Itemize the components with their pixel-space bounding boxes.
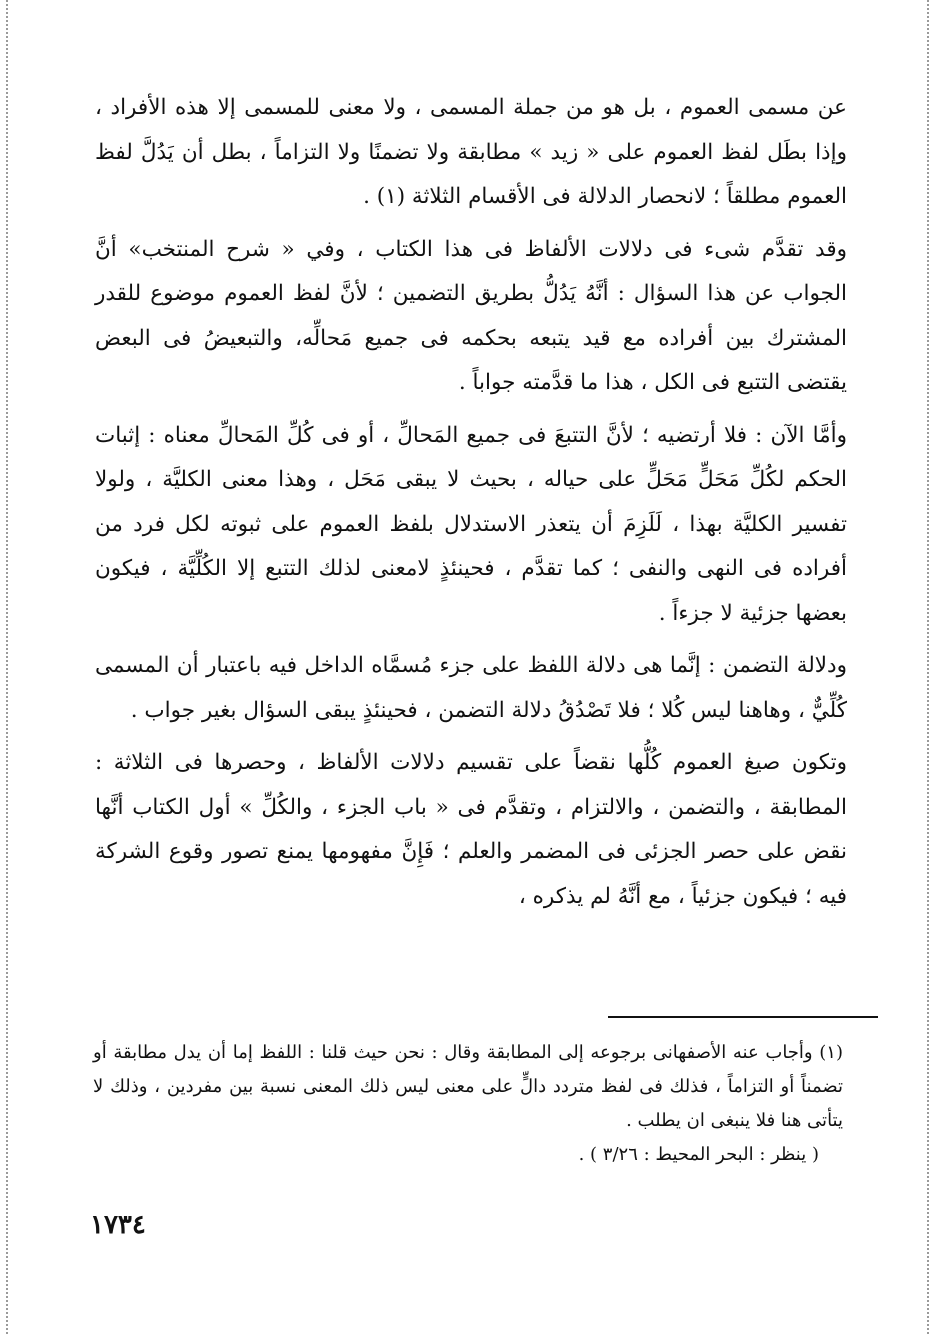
scan-edge-right — [927, 0, 929, 1334]
scan-edge-left — [6, 0, 8, 1334]
footnotes — [93, 1036, 843, 1172]
footnote: (١) وأجاب عنه الأصفهانى برجوعه إلى المطابقة وقال : نحن حيث قلنا : اللفظ إما أن يدل مطابقة أو تضمناً أو التزاماً ، فذلك فى لفظ متردد دالٍّ على معنى ليس ذلك المعنى نسبة بين مفردين ، وذلك لا يتأتى هنا فلا ينبغى ان يطلب . — [93, 1042, 843, 1131]
main-text — [95, 86, 847, 919]
footnote-reference: ( ينظر : البحر المحيط : ٣/٢٦ ) . — [578, 1144, 819, 1165]
page-number: ١٧٣٤ — [90, 1210, 146, 1240]
footnote-separator — [608, 1016, 878, 1018]
paragraph: ودلالة التضمن : إنَّما هى دلالة اللفظ على جزء مُسمَّاه الداخل فيه باعتبار أن المسمى كُلِّيٌّ ، وهاهنا ليس كُلا ؛ فلا تَصْدُقُ دلالة التضمن ، فحينئذٍ يبقى السؤال بغير جواب . — [95, 653, 847, 723]
paragraph: عن مسمى العموم ، بل هو من جملة المسمى ، ولا معنى للمسمى إلا هذه الأفراد ، وإذا بطَل لفظ العموم على « زيد » مطابقة ولا تضمنًا ولا التزاماً ، بطل أن يَدُلَّ لفظ العموم مطلقاً ؛ لانحصار الدلالة فى الأقسام الثلاثة (١) . — [95, 95, 847, 209]
paragraph: وتكون صيغ العموم كُلُّها نقضاً على تقسيم دلالات الألفاظ ، وحصرها فى الثلاثة : المطابقة ، والتضمن ، والالتزام ، وتقدَّم فى « باب الجزء ، والكُلِّ » أول الكتاب أنَّها نقض على حصر الجزئى فى المضمر والعلم ؛ فَإِنَّ مفهومها يمنع تصور وقوع الشركة فيه ؛ فيكون جزئياً ، مع أنَّهُ لم يذكره ، — [95, 750, 847, 909]
paragraph: وقد تقدَّم شىء فى دلالات الألفاظ فى هذا الكتاب ، وفي « شرح المنتخب» أنَّ الجواب عن هذا السؤال : أنَّهُ يَدُلُّ بطريق التضمين ؛ لأنَّ لفظ العموم موضوع للقدر المشترك بين أفراده مع قيد يتبعه بحكمه فى جميع مَحالِّه، والتبعيضُ فى البعض يقتضى التتبع فى الكل ، هذا ما قدَّمته جواباً . — [95, 236, 847, 395]
paragraph: وأمَّا الآن : فلا أرتضيه ؛ لأنَّ التتبعَ فى جميع المَحالِّ ، أو فى كُلِّ المَحالِّ معناه : إثبات الحكم لكُلِّ مَحَلٍّ مَحَلٍّ على حياله ، بحيث لا يبقى مَحَل ، وهذا معنى الكليَّة ، ولولا تفسير الكليَّة بهذا ، لَلَزِمَ أن يتعذر الاستدلال بلفظ العموم على ثبوته لكل فرد من أفراده فى النهى والنفى ؛ كما تقدَّم ، فحينئذٍ لامعنى لذلك التتبع إلا الكُلِّيَّة ، فيكون بعضها جزئية لا جزءاً . — [95, 422, 847, 626]
